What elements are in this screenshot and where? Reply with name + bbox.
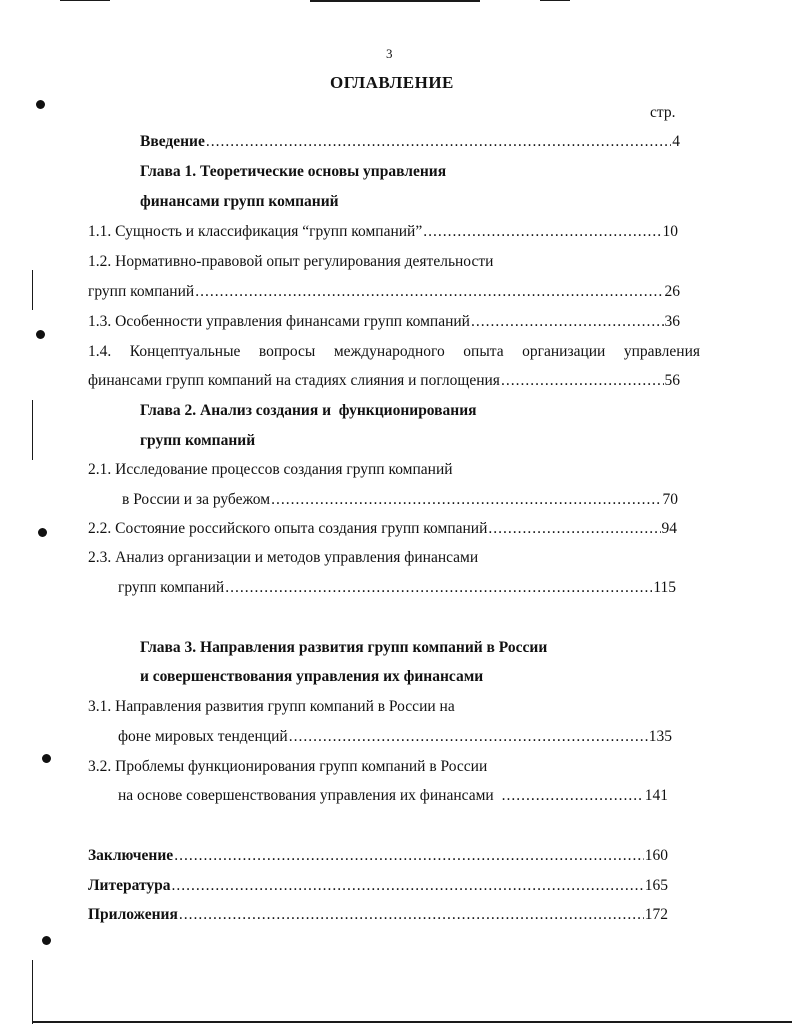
toc-page-number: 56 (664, 372, 680, 389)
toc-entry-1-2[interactable] (88, 282, 680, 302)
page-number: 3 (386, 46, 393, 61)
toc-entry-label: Введение (140, 133, 205, 150)
toc-entry-1-2-line1: 1.2. Нормативно-правовой опыт регулирования деятельности (88, 253, 494, 270)
scan-left-edge (32, 960, 33, 1024)
leader-dots (171, 876, 643, 896)
toc-entry-3-1[interactable] (118, 727, 672, 747)
toc-page-number: 94 (661, 520, 677, 537)
toc-entry-3-2-line1: 3.2. Проблемы функционирования групп компаний в России (88, 758, 488, 775)
leader-dots (423, 222, 661, 242)
toc-entry-2-3-line1: 2.3. Анализ организации и методов управления финансами (88, 549, 479, 566)
leader-dots (471, 312, 664, 332)
chapter-3-heading: Глава 3. Направления развития групп компаний в России (140, 639, 548, 656)
scan-top-mark (540, 0, 570, 1)
toc-page-number: 4 (672, 133, 680, 150)
binder-hole-icon (36, 100, 45, 109)
toc-entry-1-1[interactable] (88, 222, 678, 242)
leader-dots (501, 371, 664, 391)
toc-entry-label: 1.1. Сущность и классификация “групп компаний” (88, 223, 423, 240)
toc-entry-label: 1.3. Особенности управления финансами групп компаний (88, 313, 470, 330)
leader-dots (225, 578, 652, 598)
binder-hole-icon (42, 754, 51, 763)
leader-dots (289, 727, 648, 747)
leader-dots (206, 132, 671, 152)
page-title: ОГЛАВЛЕНИЕ (330, 73, 454, 92)
toc-entry-literature[interactable] (88, 876, 668, 896)
leader-dots (488, 519, 660, 539)
toc-entry-1-4[interactable] (88, 371, 680, 391)
scan-top-mark (310, 0, 480, 2)
toc-entry-label: групп компаний (118, 579, 225, 596)
scan-top-mark (60, 0, 110, 1)
toc-entry-3-1-line1: 3.1. Направления развития групп компаний в России на (88, 698, 455, 715)
toc-page-number: 172 (644, 906, 668, 923)
chapter-1-heading: Глава 1. Теоретические основы управления (140, 163, 447, 180)
toc-entry-2-1[interactable] (122, 490, 678, 510)
chapter-3-heading-cont: и совершенствования управления их финансами (140, 668, 484, 685)
scan-left-edge (32, 400, 33, 460)
toc-page-number: 141 (644, 787, 668, 804)
toc-entry-label: финансами групп компаний на стадиях слияния и поглощения (88, 372, 500, 389)
toc-entry-label: фоне мировых тенденций (118, 728, 288, 745)
toc-entry-2-3[interactable] (118, 578, 676, 598)
toc-entry-conclusion[interactable] (88, 846, 668, 866)
toc-entry-label: в России и за рубежом (122, 491, 271, 508)
leader-dots (271, 490, 661, 510)
toc-page-number: 26 (664, 283, 680, 300)
toc-entry-2-1-line1: 2.1. Исследование процессов создания групп компаний (88, 461, 453, 478)
leader-dots (179, 905, 644, 925)
leader-dots (174, 846, 644, 866)
chapter-2-heading-cont: групп компаний (140, 432, 256, 449)
toc-page-number: 135 (648, 728, 672, 745)
page-column-label: стр. (650, 104, 676, 121)
toc-entry-1-4-line1: 1.4. Концептуальные вопросы международного опыта организации управления (88, 343, 700, 360)
binder-hole-icon (42, 936, 51, 945)
toc-entry-intro[interactable] (140, 132, 680, 152)
toc-page-number: 70 (662, 491, 678, 508)
toc-entry-label: Литература (88, 877, 171, 894)
toc-entry-1-3[interactable] (88, 312, 680, 332)
scan-left-edge (32, 270, 33, 310)
leader-dots (195, 282, 663, 302)
toc-page-number: 160 (644, 847, 668, 864)
scan-bottom-edge (32, 1021, 792, 1023)
leader-dots (502, 786, 644, 806)
toc-entry-3-2[interactable] (118, 786, 668, 806)
toc-page-number: 36 (664, 313, 680, 330)
binder-hole-icon (38, 528, 47, 537)
toc-page-number: 115 (653, 579, 676, 596)
toc-entry-label: Приложения (88, 906, 178, 923)
toc-entry-label: Заключение (88, 847, 174, 864)
toc-entry-appendix[interactable] (88, 905, 668, 925)
binder-hole-icon (36, 330, 45, 339)
toc-entry-label: на основе совершенствования управления их финансами (118, 787, 494, 804)
chapter-1-heading-cont: финансами групп компаний (140, 193, 339, 210)
chapter-2-heading: Глава 2. Анализ создания и функционирования (140, 402, 477, 419)
toc-entry-2-2[interactable] (88, 519, 677, 539)
toc-entry-label: 2.2. Состояние российского опыта создания групп компаний (88, 520, 488, 537)
toc-page-number: 10 (662, 223, 678, 240)
toc-entry-label: групп компаний (88, 283, 195, 300)
toc-page-number: 165 (644, 877, 668, 894)
